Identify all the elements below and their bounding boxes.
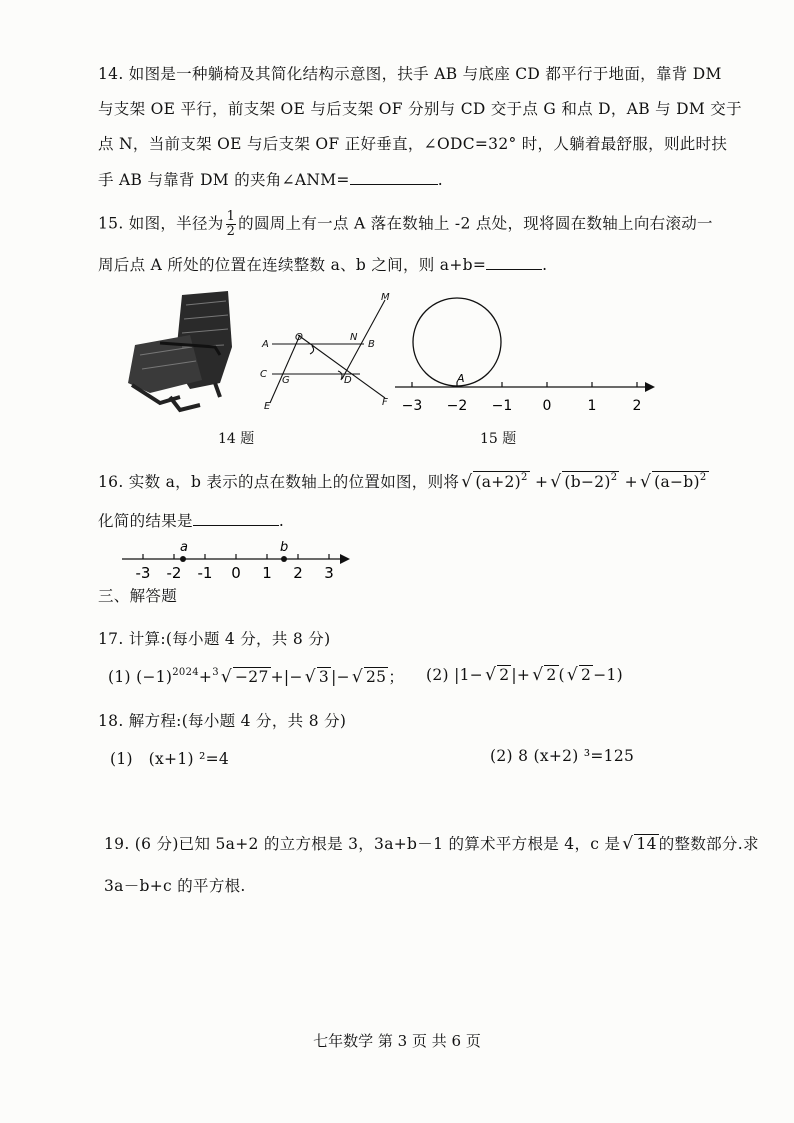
- number-line-arrow: [645, 382, 655, 392]
- q16-tick-label: 1: [262, 564, 272, 582]
- q16-radical-2: [562, 471, 619, 491]
- label-m: M: [381, 292, 390, 303]
- q15-line-2: [98, 253, 547, 275]
- label-f: F: [382, 397, 388, 408]
- q16-tick-label: -3: [135, 564, 151, 582]
- q18-title: 18. 解方程:(每小题 4 分，共 8 分): [98, 712, 347, 730]
- q15-line-1: [98, 210, 713, 239]
- fig15-tick-label: −3: [401, 398, 423, 414]
- q15-line-2-end: .: [542, 256, 548, 274]
- figure-14-caption: 14 题: [218, 431, 255, 447]
- radical-sign: √: [532, 665, 544, 685]
- fig15-tick-label: 2: [632, 398, 642, 414]
- q14-line-3: 点 N，当前支架 OE 与后支架 OF 正好垂直，∠ODC=32° 时，人躺着最舒服，则此时扶: [98, 135, 728, 153]
- q17-part-1: [108, 665, 404, 687]
- q16-exponent-1: 2: [521, 472, 528, 483]
- q18-part-1: (1) (x+1) ²=4: [110, 750, 230, 768]
- q16-number-line-figure: [118, 538, 358, 583]
- q16-tick-label: -1: [197, 564, 213, 582]
- q15-fraction: [226, 210, 237, 239]
- q16-line-1-pre: 16. 实数 a，b 表示的点在数轴上的位置如图，则将: [98, 473, 460, 491]
- q17-part-2-label: (2): [426, 666, 449, 684]
- q17-p1-base: (−1): [136, 668, 173, 686]
- plus-sign: +: [534, 473, 549, 491]
- q16-tick-label: 3: [324, 564, 334, 582]
- q14-answer-blank[interactable]: [350, 169, 438, 186]
- fig15-tick-label: 0: [542, 398, 552, 414]
- q16-radicand-3: (a−b): [654, 473, 700, 491]
- radical-sign: √: [485, 665, 497, 685]
- q16-exponent-3: 2: [699, 472, 707, 483]
- label-d: D: [344, 375, 352, 386]
- chair-structure-diagram: [270, 300, 385, 403]
- q17-p2-end: −1): [593, 666, 623, 684]
- q15-answer-blank[interactable]: [486, 254, 542, 271]
- q16-axis-arrow: [340, 554, 350, 564]
- q15-line-1-post: 的圆周上有一点 A 落在数轴上 -2 点处，现将圆在数轴上向右滚动一: [238, 214, 713, 233]
- q16-point-b: [281, 556, 287, 562]
- q16-line-1: [98, 470, 709, 492]
- q17-p1-mid: +|−: [270, 668, 303, 686]
- q19-line-1-pre: 19. (6 分)已知 5a+2 的立方根是 3，3a+b－1 的算术平方根是 4，c 是: [104, 835, 621, 853]
- label-g: G: [282, 375, 290, 386]
- q18-part-2: (2) 8 (x+2) ³=125: [490, 747, 635, 765]
- q16-point-a: [180, 556, 186, 562]
- radical-sign: √: [622, 834, 634, 854]
- radical-sign: √: [550, 472, 562, 492]
- q17-p2-radicand-3: 2: [581, 666, 592, 684]
- q16-line-2: [98, 509, 284, 531]
- page-footer: 七年数学 第 3 页 共 6 页: [313, 1032, 481, 1050]
- q17-p2-radicand-2: 2: [546, 666, 557, 684]
- plus-sign: +: [624, 473, 638, 491]
- q17-p1-exponent: 2024: [172, 667, 199, 678]
- q15-fraction-denominator: 2: [226, 224, 236, 239]
- q15-fraction-numerator: 1: [226, 209, 236, 224]
- q17-p2-radicand-1: 2: [499, 666, 510, 684]
- radical-sign: √: [351, 667, 364, 687]
- cube-root-index: 3: [212, 667, 219, 678]
- q16-tick-label: 2: [293, 564, 303, 582]
- q16-exponent-2: 2: [610, 472, 618, 483]
- fig15-tick-label: −1: [491, 398, 513, 414]
- radical-sign: √: [566, 665, 579, 685]
- label-b: B: [368, 339, 375, 350]
- q17-p2-paren: (: [558, 666, 565, 684]
- figure-15: [395, 290, 660, 418]
- q19-line-1-post: 的整数部分.求: [658, 835, 759, 853]
- q16-tick-label: -2: [166, 564, 182, 582]
- radical-sign: √: [304, 667, 316, 687]
- q17-title: 17. 计算:(每小题 4 分，共 8 分): [98, 630, 331, 648]
- q17-p1-radicand-2: 3: [318, 668, 330, 686]
- q14-line-2: 与支架 OE 平行，前支架 OE 与后支架 OF 分别与 CD 交于点 G 和点 D，AB 与 DM 交于: [98, 100, 742, 118]
- label-a: A: [262, 339, 269, 350]
- section-3-heading: 三、解答题: [98, 587, 178, 605]
- q14-line-4-text: 手 AB 与靠背 DM 的夹角∠ANM=: [98, 171, 350, 189]
- q16-point-b-label: b: [280, 540, 289, 555]
- plus-sign: +: [198, 668, 213, 686]
- figure-15-caption: 15 题: [480, 431, 517, 447]
- q19-radicand: 14: [636, 835, 657, 853]
- q16-tick-label: 0: [231, 564, 241, 582]
- q19-line-2: 3a－b+c 的平方根.: [104, 877, 246, 895]
- q16-radicand-1: (a+2): [475, 473, 522, 491]
- q14-line-1: 14. 如图是一种躺椅及其简化结构示意图，扶手 AB 与底座 CD 都平行于地面，靠背 DM: [98, 65, 722, 83]
- q17-p2-open: |1−: [454, 666, 484, 684]
- q16-line-2-pre: 化简的结果是: [98, 512, 193, 530]
- q17-p1-radicand-3: 25: [366, 668, 387, 686]
- q15-line-2-pre: 周后点 A 所处的位置在连续整数 a、b 之间，则 a+b=: [98, 256, 487, 274]
- q17-part-2: [426, 665, 623, 685]
- fig15-tick-label: 1: [587, 398, 597, 414]
- fig15-tick-label: −2: [446, 398, 468, 414]
- radical-sign: √: [461, 472, 473, 492]
- segment-dm: [342, 300, 385, 379]
- q17-p1-after: |−: [331, 668, 350, 686]
- point-a-label: A: [457, 372, 465, 385]
- label-c: C: [260, 369, 267, 380]
- reclining-chair-image: [128, 291, 232, 410]
- q16-line-2-end: .: [278, 512, 285, 530]
- q16-answer-blank[interactable]: [193, 510, 279, 527]
- q15-line-1-pre: 15. 如图，半径为: [98, 214, 224, 233]
- q16-radical-1: [473, 471, 529, 491]
- q16-point-a-label: a: [180, 540, 188, 555]
- q16-radicand-2: (b−2): [564, 473, 611, 491]
- q17-p1-end: ；: [388, 668, 405, 686]
- label-n: N: [350, 332, 358, 343]
- radical-sign: √: [639, 472, 652, 492]
- q19-line-1: [104, 832, 759, 854]
- q17-p2-mid: |+: [511, 666, 531, 684]
- segment-oe: [270, 335, 300, 403]
- figure-14: [120, 285, 410, 415]
- label-e: E: [264, 401, 271, 412]
- radical-sign: √: [220, 667, 233, 687]
- q14-line-4: [98, 168, 443, 190]
- q17-part-1-label: (1): [108, 668, 131, 686]
- q17-p1-radicand-1: −27: [235, 668, 269, 686]
- q16-radical-3: [652, 471, 708, 491]
- label-o: O: [295, 332, 303, 343]
- q14-line-4-end: .: [437, 171, 443, 189]
